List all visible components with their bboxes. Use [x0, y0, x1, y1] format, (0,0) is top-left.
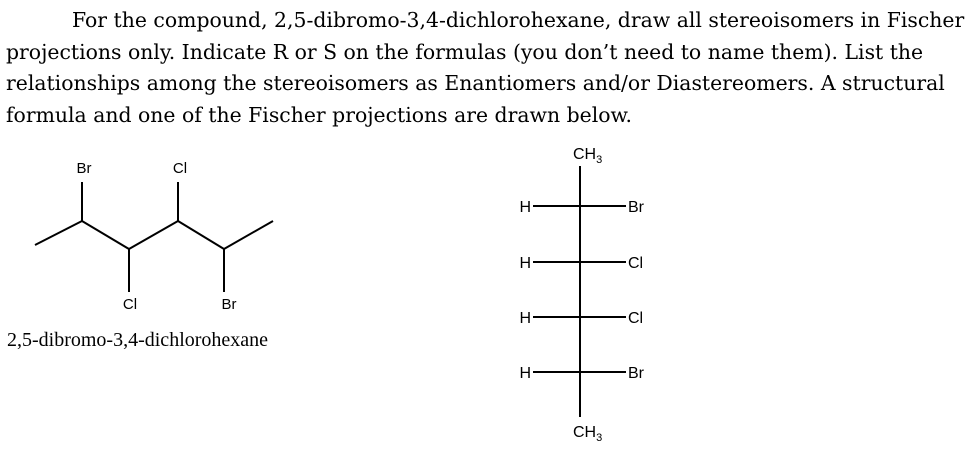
c3-chloro-label: Cl: [122, 296, 138, 313]
question-line-4: formula and one of the Fischer projections are drawn below.: [6, 102, 633, 127]
fischer-top-group: $CH_3$: [573, 146, 603, 166]
question-line-2: projections only. Indicate R or S on the formulas (you don’t need to name them). List the: [6, 39, 924, 64]
structural-formula: [35, 182, 273, 292]
c4-chloro-label: Cl: [172, 160, 188, 177]
fischer-row-4-left: H: [519, 365, 531, 382]
c5-bromo-label: Br: [221, 296, 237, 313]
bond-c5-c6: [224, 221, 273, 249]
compound-name-caption: 2,5-dibromo-3,4-dichlorohexane: [7, 329, 269, 351]
bond-c3-c4: [129, 221, 178, 249]
fischer-row-3-left: H: [519, 310, 531, 327]
fischer-bottom-group: $CH_3$: [573, 424, 603, 444]
question-line-1: For the compound, 2,5-dibromo-3,4-dichlorohexane, draw all stereoisomers in Fischer: [72, 8, 965, 32]
fischer-row-1-right: Br: [628, 199, 644, 216]
fischer-row-2-right: Cl: [628, 255, 644, 272]
fischer-row-2-left: H: [519, 255, 531, 272]
fischer-row-3-right: Cl: [628, 310, 644, 327]
fischer-row-4-right: Br: [628, 365, 644, 382]
c2-bromo-label: Br: [76, 160, 92, 177]
bond-c1-c2: [35, 221, 82, 245]
question-line-3: relationships among the stereoisomers as Enantiomers and/or Diastereomers. A structural: [6, 71, 945, 95]
fischer-projection: [533, 166, 626, 417]
bond-c4-c5: [178, 221, 224, 249]
fischer-row-1-left: H: [519, 199, 531, 216]
bond-c2-c3: [82, 221, 129, 249]
